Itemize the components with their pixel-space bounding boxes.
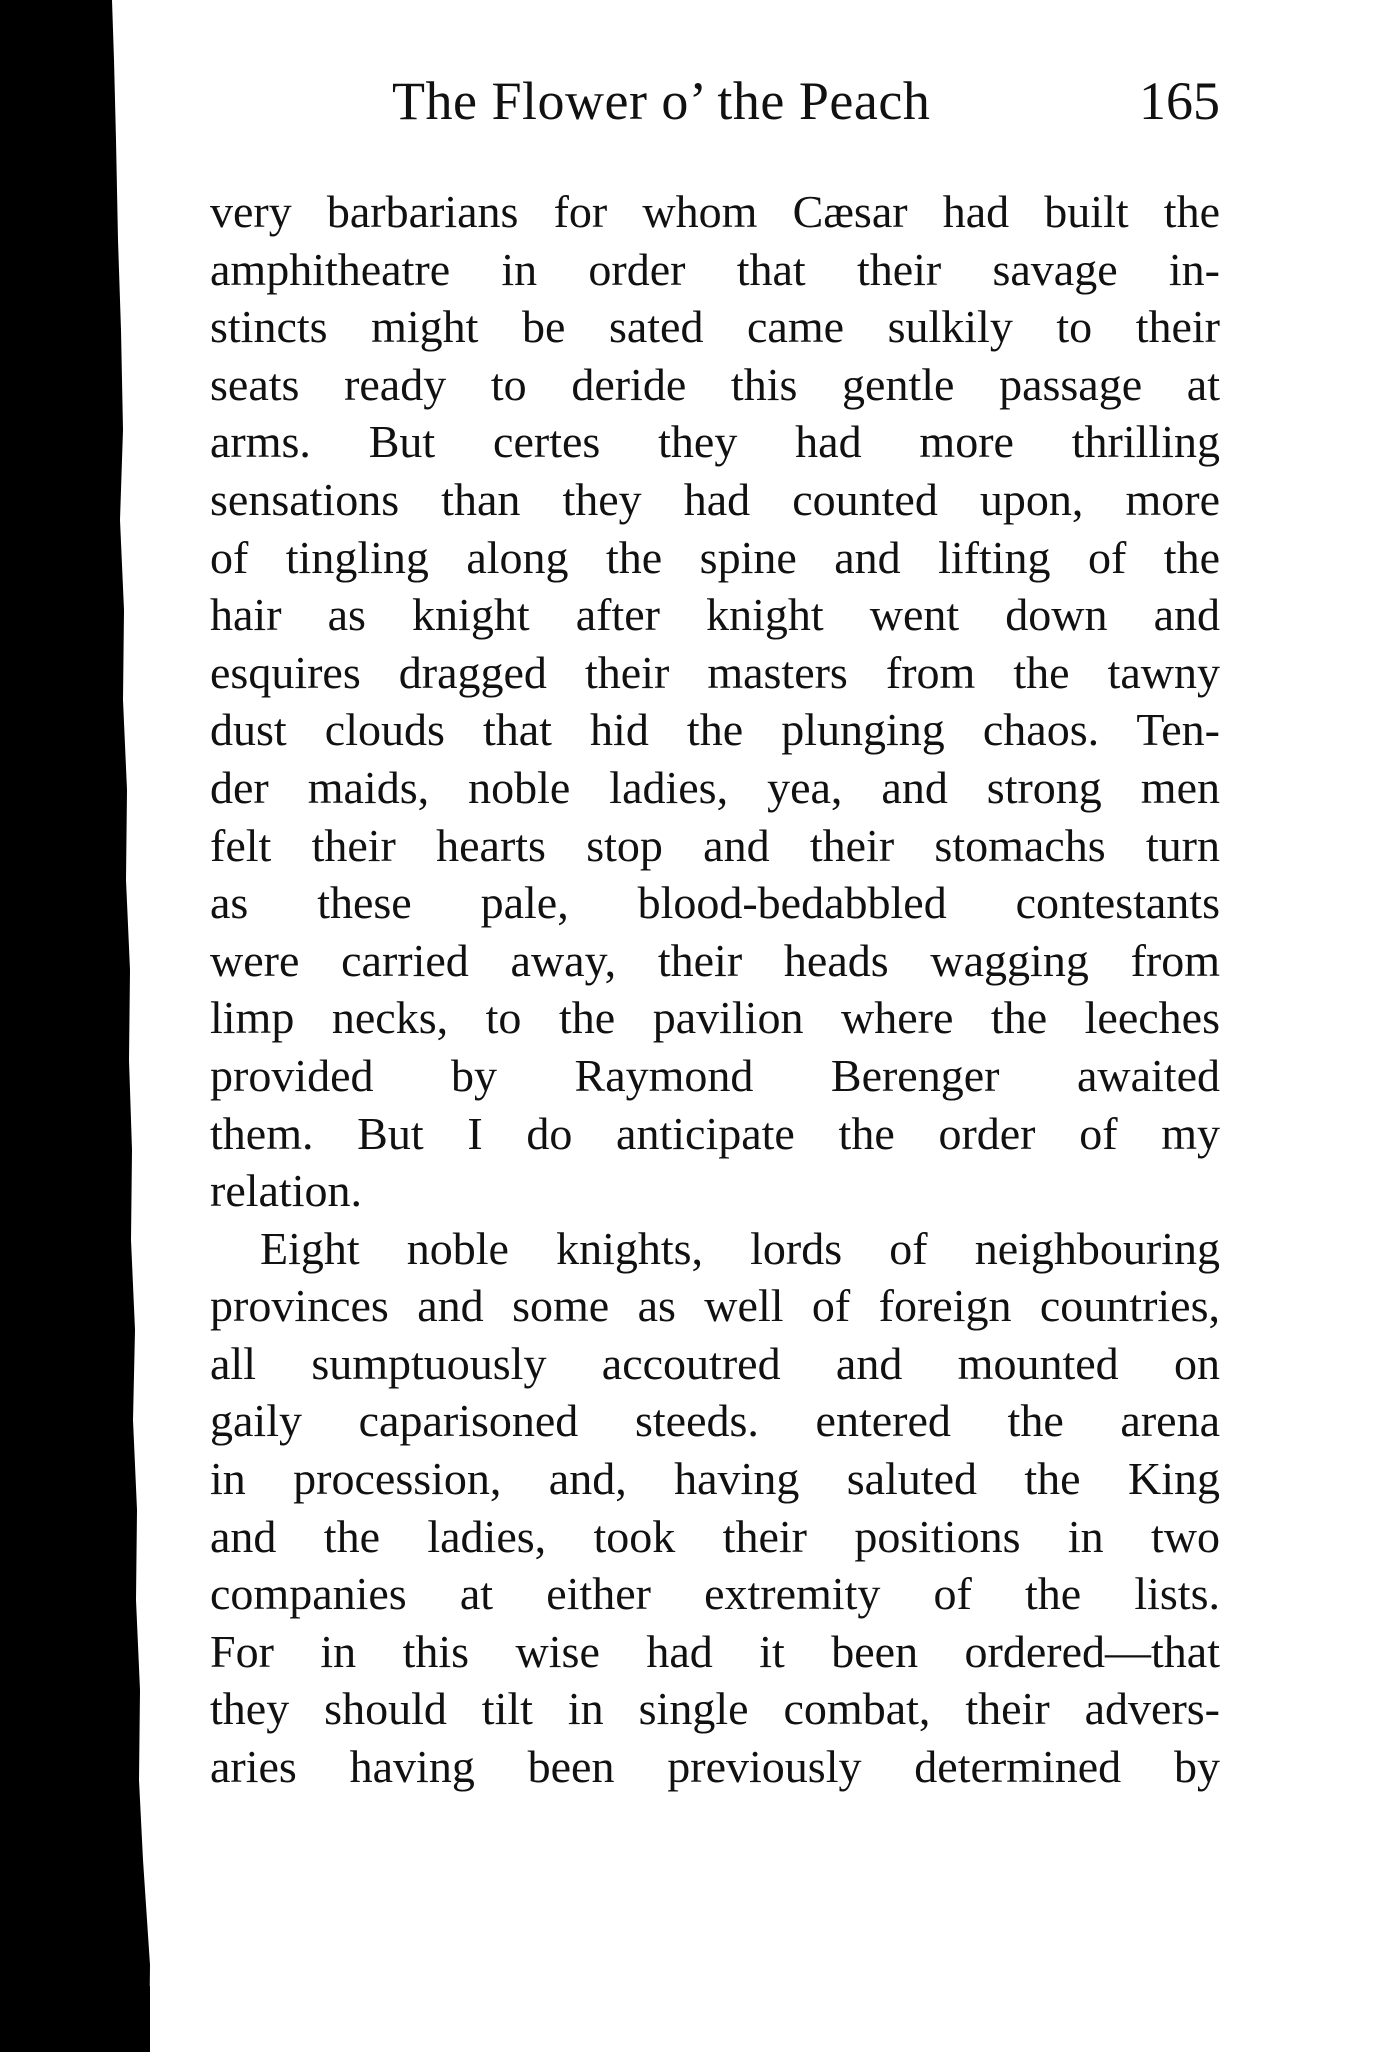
text-line: esquires dragged their masters from the tawny <box>210 646 1220 698</box>
text-line: hair as knight after knight went down and <box>210 589 1220 641</box>
text-line: sensations than they had counted upon, more <box>210 473 1220 525</box>
text-line: were carried away, their heads wagging from <box>210 934 1220 986</box>
running-title: The Flower o’ the Peach <box>392 71 931 131</box>
text-line: all sumptuously accoutred and mounted on <box>210 1337 1220 1389</box>
text-line: stincts might be sated came sulkily to their <box>210 301 1220 353</box>
text-line: dust clouds that hid the plunging chaos. Ten- <box>210 704 1220 756</box>
text-line: arms. But certes they had more thrilling <box>210 416 1220 468</box>
text-line: For in this wise had it been ordered—that <box>210 1625 1220 1677</box>
text-line: companies at either extremity of the lists. <box>210 1568 1220 1620</box>
text-line: aries having been previously determined by <box>210 1741 1220 1793</box>
text-line: provided by Raymond Berenger awaited <box>210 1049 1220 1101</box>
paragraph-1 <box>210 183 1220 1220</box>
text-line: in procession, and, having saluted the King <box>210 1453 1220 1505</box>
text-line: of tingling along the spine and lifting of the <box>210 531 1220 583</box>
text-line: limp necks, to the pavilion where the leeches <box>210 992 1220 1044</box>
paragraph-2 <box>210 1220 1220 1796</box>
text-line: gaily caparisoned steeds. entered the arena <box>210 1395 1220 1447</box>
text-line: amphitheatre in order that their savage in- <box>210 243 1220 295</box>
body-text <box>210 183 1220 1796</box>
text-line: and the ladies, took their positions in two <box>210 1510 1220 1562</box>
text-line: der maids, noble ladies, yea, and strong men <box>210 761 1220 813</box>
text-line: relation. <box>210 1165 362 1217</box>
text-line: seats ready to deride this gentle passage at <box>210 358 1220 410</box>
page-number: 165 <box>1139 71 1220 131</box>
text-line: Eight noble knights, lords of neighbouring <box>260 1222 1220 1274</box>
page-header <box>392 66 1220 136</box>
text-line: they should tilt in single combat, their advers- <box>210 1683 1220 1735</box>
text-line: very barbarians for whom Cæsar had built the <box>210 186 1220 237</box>
text-line: felt their hearts stop and their stomachs turn <box>210 819 1220 871</box>
text-line: provinces and some as well of foreign countries, <box>210 1280 1220 1332</box>
text-line: them. But I do anticipate the order of my <box>210 1107 1220 1159</box>
text-line: as these pale, blood-bedabbled contestants <box>210 877 1220 929</box>
